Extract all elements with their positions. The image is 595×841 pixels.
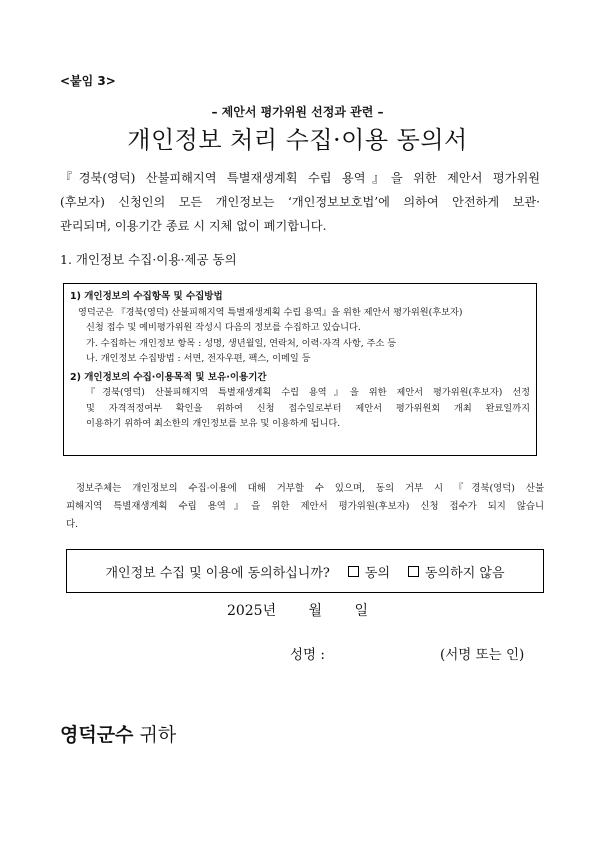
disagree-checkbox[interactable] [408,566,419,577]
addressee-suffix: 귀하 [139,724,177,746]
consent-details-box [63,283,537,456]
refusal-notice [66,480,544,534]
item2-text: 『경북(영덕) 산불피해지역 특별재생계획 수립 용역』을 위한 제안서 평가위원(후보자) 선정 [86,387,530,398]
section-title: 1. 개인정보 수집·이용·제공 동의 [60,252,237,267]
addressee-name: 영덕군수 [60,724,134,746]
item1-list-a: 가. 수집하는 개인정보 항목 : 성명, 생년월일, 연락처, 이력·자격 사항, 주소 등 [86,337,397,349]
item1-text: 영덕군은 『경북(영덕) 산불피해지역 특별재생계획 수립 용역』을 위한 제안서 평가위원(후보자) [78,306,463,318]
item2-text: 및 자격적정여부 확인을 위하여 신청 접수일로부터 제안서 평가위원회 개최 완료일까지 [86,402,530,414]
intro-line: (후보자) 신청인의 모든 개인정보는 ‘개인정보보호법’에 의하여 안전하게 보관· [60,195,540,209]
consent-question-box [66,549,544,593]
document-subtitle: – 제안서 평가위원 선정과 관련 – [211,105,384,119]
addressee [60,720,176,747]
item1-list-b: 나. 개인정보 수집방법 : 서면, 전자우편, 팩스, 이메일 등 [86,353,311,364]
document-title: 개인정보 처리 수집·이용 동의서 [127,126,468,154]
attachment-label: <붙임 3> [60,74,116,88]
intro-paragraph [60,166,540,238]
notice-line: 정보주체는 개인정보의 수집·이용에 대해 거부할 수 있으며, 동의 거부 시 『경북(영덕) 산불 [76,483,544,494]
agree-label: 동의 [364,565,391,581]
item2-text: 이용하기 위하여 최소한의 개인정보를 보유 및 이용하게 됩니다. [86,418,341,429]
intro-line: 관리되며, 이용기간 종료 시 지체 없이 폐기합니다. [60,219,327,233]
date-year: 2025년 [226,603,277,619]
date-line [0,600,595,620]
intro-line: 『경북(영덕) 산불피해지역 특별재생계획 수립 용역』을 위한 제안서 평가위원 [60,171,540,185]
agree-checkbox[interactable] [348,566,359,577]
disagree-option[interactable] [408,562,504,581]
notice-line: 피해지역 특별재생계획 수립 용역』을 위한 제안서 평가위원(후보자) 신청 접수가 되지 않습니 [66,501,544,512]
date-month: 월 [308,603,323,619]
signature-note: (서명 또는 인) [440,647,525,663]
consent-question: 개인정보 수집 및 이용에 동의하십니까? [105,565,330,581]
item1-text: 신청 접수 및 예비평가위원 작성시 다음의 정보를 수집하고 있습니다. [86,322,361,333]
date-day: 일 [354,603,369,619]
item1-heading: 1) 개인정보의 수집항목 및 수집방법 [70,291,223,302]
notice-line: 다. [66,519,79,530]
item2-heading: 2) 개인정보의 수집·이용목적 및 보유·이용기간 [70,371,267,383]
signature-label: 성명 : [290,647,325,663]
disagree-label: 동의하지 않음 [425,565,505,581]
agree-option[interactable] [348,562,390,581]
